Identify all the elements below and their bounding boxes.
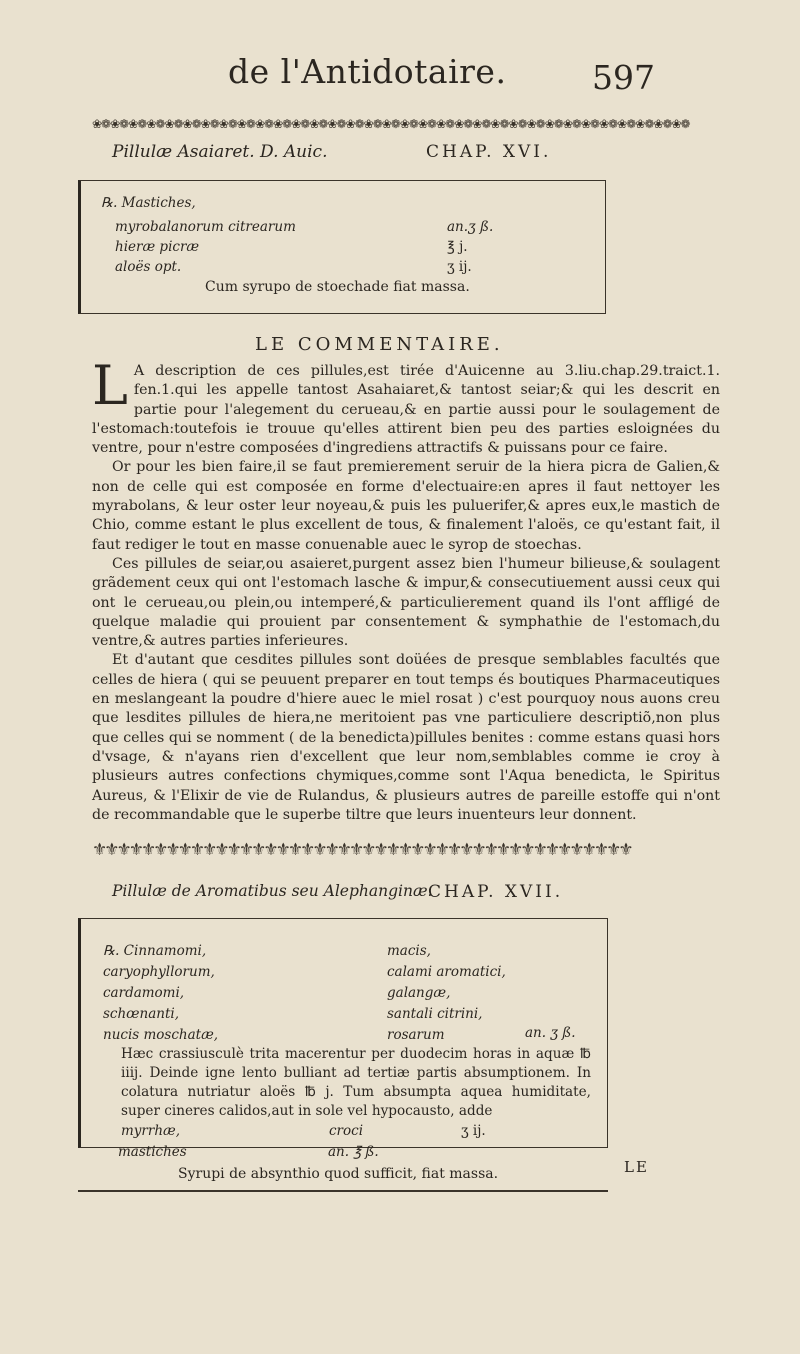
- recipe-17-ingredient: cardamomi,: [103, 985, 185, 1001]
- drop-cap: L: [92, 354, 128, 417]
- recipe-17-ingredient: mastiches: [118, 1144, 187, 1160]
- ornament-band-fleur: ⚜⚜⚜⚜⚜⚜⚜⚜⚜⚜⚜⚜⚜⚜⚜⚜⚜⚜⚜⚜⚜⚜⚜⚜⚜⚜⚜⚜⚜⚜⚜⚜⚜⚜⚜⚜⚜⚜⚜⚜⚜⚜⚜⚜: [92, 840, 631, 860]
- commentaire-text: [92, 354, 720, 825]
- recipe-17-ingredient: myrrhæ,: [121, 1123, 181, 1139]
- recipe-17-quantity: ʒ ij.: [461, 1123, 486, 1139]
- recipe-17-ingredient: caryophyllorum,: [103, 964, 215, 980]
- recipe-16-ingredient: ℞. Mastiches,: [101, 195, 196, 211]
- chapter-16-title: Pillulæ Asaiaret. D. Auic.: [112, 142, 328, 162]
- running-head: [0, 52, 800, 102]
- chapter-17-number: CHAP. XVII.: [428, 882, 564, 902]
- recipe-17-ingredient: rosarum: [387, 1027, 445, 1043]
- recipe-17-ingredient: croci: [329, 1123, 364, 1139]
- chapter-16-heading: [112, 142, 712, 166]
- commentaire-paragraph-1: A description de ces pillules,est tirée d'Auicenne au 3.liu.chap.29.traict.1. fen.1.qui les appelle tantost Asahaiaret,& tantost seiar;& qui les descrit en partie pour l'alegement du cerueau,& en partie aussi pour le soulagement de l'estomach:toutefois ie trouue qu'elles attirent bien peu des parties esloignées du ventre, pour n'estre composées d'ingrediens attractifs & puissans pour ce faire.: [92, 363, 720, 457]
- recipe-17-ingredient: schœnanti,: [103, 1006, 180, 1022]
- recipe-17-left-column: [103, 941, 218, 1046]
- recipe-17-right-column: [387, 941, 506, 1046]
- recipe-17-ingredient: macis,: [387, 943, 431, 959]
- page-number: 597: [592, 58, 655, 97]
- recipe-16-quantity: ʒ ij.: [447, 259, 472, 275]
- chapter-16-number: CHAP. XVI.: [426, 142, 552, 162]
- recipe-17-ingredient: santali citrini,: [387, 1006, 483, 1022]
- recipe-box-17-bottom-rule: [78, 1190, 608, 1192]
- recipe-16-ingredient: myrobalanorum citrearum: [115, 219, 296, 235]
- running-title: de l'Antidotaire.: [228, 52, 507, 91]
- recipe-16-ingredient: aloës opt.: [115, 259, 182, 275]
- recipe-17-ingredient: ℞. Cinnamomi,: [103, 943, 207, 959]
- recipe-16-quantity: an.ʒ ß.: [447, 219, 494, 235]
- recipe-17-tail: [118, 1144, 598, 1204]
- recipe-17-ingredient: calami aromatici,: [387, 964, 506, 980]
- chapter-17-heading: [112, 882, 712, 906]
- commentaire-heading: LE COMMENTAIRE.: [255, 334, 504, 355]
- commentaire-paragraph-4: Et d'autant que cesdites pillules sont doüées de presque semblables facultés que celles de hiera ( qui se peuuent preparer en tout temps és boutiques Pharmaceutiques en meslangeant la poudre d'hiere auec le miel rosat ) c'est pourquoy nous auons creu que lesdites pillules de hiera,ne meritoient pas vne particuliere descriptiõ,non plus que celles qui se nomment ( de la benedicta)pillules benites : comme estans quasi hors d'vsage, & n'ayans rien d'excellent que leur nom,semblables comme ie croy à plusieurs autres confections chymiques,comme sont l'Aqua benedicta, le Spiritus Aureus, & l'Elixir de vie de Rulandus, & plusieurs autres de pareille estoffe qui n'ont de recommandable que le superbe tiltre que leurs inuenteurs leur donnent.: [92, 652, 720, 823]
- commentaire-paragraph-2: Or pour les bien faire,il se faut premierement seruir de la hiera picra de Galien,& non de celle qui est composée en forme d'electuaire:en apres il faut nettoyer les myrabolans, & leur oster leur noyeau,& puis les puluerifer,& apres eux,le mastich de Chio, comme estant le plus excellent de tous, & finalement l'aloës, ce qu'estant fait, il faut rediger le tout en masse conuenable auec le syrop de stoechas.: [92, 459, 720, 553]
- catchword: LE: [624, 1158, 649, 1176]
- recipe-16-ingredient: hieræ picræ: [115, 239, 200, 255]
- recipe-17-closing: Syrupi de absynthio quod sufficit, fiat massa.: [178, 1166, 499, 1182]
- recipe-box-16: [78, 180, 606, 314]
- recipe-box-17: [78, 918, 608, 1148]
- recipe-16-quantity: ℥ j.: [447, 239, 468, 255]
- commentaire-paragraph-3: Ces pillules de seiar,ou asaieret,purgent assez bien l'humeur bilieuse,& soulagent grãdement ceux qui ont l'estomach lasche & impur,& consecutiuement aussi ceux qui ont le cerueau,ou plein,ou intemperé,& particulierement quand ils l'ont affligé de quelque maladie qui prouient par consentement & symphathie de l'estomach,du ventre,& autres parties inferieures.: [92, 555, 720, 650]
- recipe-17-ingredient: nucis moschatæ,: [103, 1027, 219, 1043]
- recipe-17-quantity: an. ʒ ß.: [525, 1025, 576, 1041]
- recipe-16-closing: Cum syrupo de stoechade fiat massa.: [205, 279, 470, 295]
- recipe-17-instructions: Hæc crassiusculè trita macerentur per duodecim horas in aquæ ℔ iiij. Deinde igne lento bulliant ad tertiæ partis absumptionem. In colatura nutriatur aloës ℔ j. Tum absumpta aquea humiditate, super cineres calidos,aut in sole vel hypocausto, adde: [121, 1046, 591, 1119]
- recipe-17-quantity: an. ℥ ß.: [328, 1144, 379, 1160]
- chapter-17-title: Pillulæ de Aromatibus seu Alephanginæ.: [112, 882, 433, 900]
- recipe-17-ingredient: galangæ,: [387, 985, 451, 1001]
- ornament-band-top: ❀❁❀❁❀❁❀❁❀❁❀❁❀❁❀❁❀❁❀❁❀❁❀❁❀❁❀❁❀❁❀❁❀❁❀❁❀❁❀❁❀❁❀❁❀❁❀❁❀❁❀❁❀❁❀❁❀❁❀❁❀❁❀❁❀❁: [92, 117, 690, 131]
